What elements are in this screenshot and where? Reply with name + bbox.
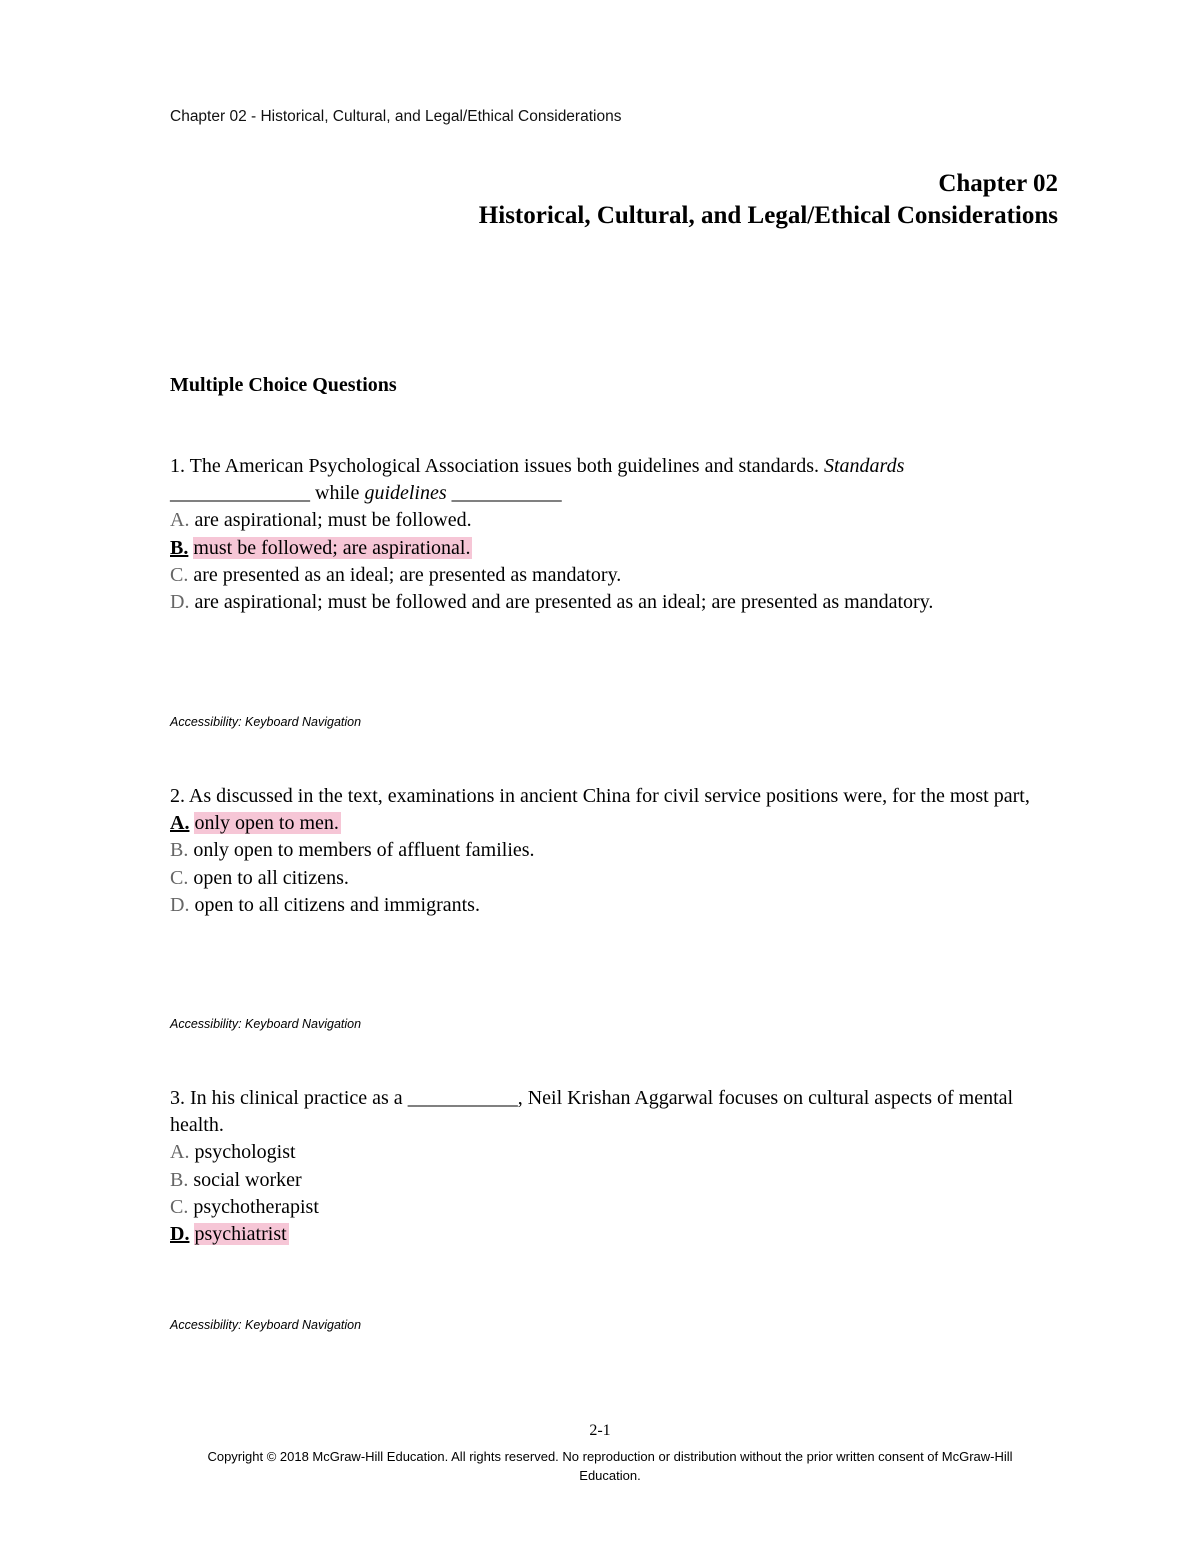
- stem-text: As discussed in the text, examinations in ancient China for civil service positions were, for the most part,: [188, 785, 1030, 807]
- question-2-stem: [170, 783, 1060, 810]
- option-text-highlighted: must be followed; are aspirational.: [193, 536, 471, 559]
- question-number: 3.: [170, 1087, 185, 1109]
- option-letter: C.: [170, 563, 189, 586]
- question-3-stem: [170, 1085, 1060, 1139]
- option-text: are aspirational; must be followed.: [194, 509, 472, 532]
- option-text: psychotherapist: [193, 1195, 319, 1218]
- question-3: [170, 1085, 1060, 1248]
- copyright-notice: Copyright © 2018 McGraw-Hill Education. All rights reserved. No reproduction or distribution without the prior written consent of McGraw-Hill Education.: [207, 1449, 1013, 1483]
- option-text: only open to members of affluent families.: [193, 839, 535, 862]
- option-letter: A.: [170, 812, 190, 835]
- stem-text: , Neil Krishan Aggarwal focuses on cultural aspects of mental health.: [170, 1087, 1014, 1137]
- option-text: are aspirational; must be followed and are presented as an ideal; are presented as mandatory.: [194, 591, 934, 614]
- running-head: Chapter 02 - Historical, Cultural, and Legal/Ethical Considerations: [170, 108, 622, 125]
- option-text: social worker: [193, 1168, 302, 1191]
- option-a: [170, 1139, 1060, 1166]
- option-letter: B.: [170, 536, 189, 559]
- stem-text: In his clinical practice as a: [190, 1087, 403, 1109]
- section-title: Multiple Choice Questions: [170, 374, 397, 396]
- option-letter: D.: [170, 893, 190, 916]
- stem-blank: ______________: [170, 482, 310, 505]
- option-c: [170, 865, 1060, 892]
- option-b: [170, 1167, 1060, 1194]
- option-letter: B.: [170, 1168, 189, 1191]
- stem-text: while: [315, 482, 360, 505]
- option-d: [170, 892, 1060, 919]
- question-number: 1.: [170, 455, 185, 477]
- stem-blank: ___________: [407, 1087, 518, 1109]
- accessibility-note-3: Accessibility: Keyboard Navigation: [170, 1318, 362, 1332]
- option-text: psychologist: [194, 1141, 296, 1164]
- question-2: [170, 783, 1060, 919]
- page-number: 2-1: [589, 1422, 611, 1439]
- option-text: open to all citizens.: [193, 866, 349, 889]
- stem-text: The American Psychological Association issues both guidelines and standards.: [189, 455, 819, 477]
- chapter-title: [479, 168, 1058, 232]
- question-1: [170, 453, 1060, 616]
- option-a: [170, 507, 1060, 534]
- accessibility-note-2: Accessibility: Keyboard Navigation: [170, 1017, 362, 1031]
- option-letter: A.: [170, 1141, 190, 1164]
- stem-blank: ___________: [451, 482, 562, 505]
- option-d: [170, 589, 1060, 616]
- option-letter: C.: [170, 866, 189, 889]
- option-letter: B.: [170, 839, 189, 862]
- option-text: are presented as an ideal; are presented as mandatory.: [193, 563, 622, 586]
- option-text-highlighted: only open to men.: [194, 812, 339, 835]
- option-a-correct: [170, 810, 1060, 837]
- option-c: [170, 562, 1060, 589]
- option-text-highlighted: psychiatrist: [194, 1223, 287, 1246]
- option-b-correct: [170, 535, 1060, 562]
- option-letter: D.: [170, 1223, 190, 1246]
- stem-emphasis: Standards: [823, 455, 905, 477]
- question-1-stem: [170, 453, 1060, 507]
- option-d-correct: [170, 1221, 1060, 1248]
- option-letter: D.: [170, 591, 190, 614]
- chapter-name: Historical, Cultural, and Legal/Ethical Considerations: [478, 202, 1058, 229]
- option-letter: A.: [170, 509, 190, 532]
- option-text: open to all citizens and immigrants.: [194, 893, 480, 916]
- option-b: [170, 837, 1060, 864]
- option-c: [170, 1194, 1060, 1221]
- option-letter: C.: [170, 1195, 189, 1218]
- question-number: 2.: [170, 785, 185, 807]
- stem-emphasis: guidelines: [364, 482, 447, 505]
- chapter-number: Chapter 02: [938, 170, 1058, 197]
- accessibility-note-1: Accessibility: Keyboard Navigation: [170, 715, 362, 729]
